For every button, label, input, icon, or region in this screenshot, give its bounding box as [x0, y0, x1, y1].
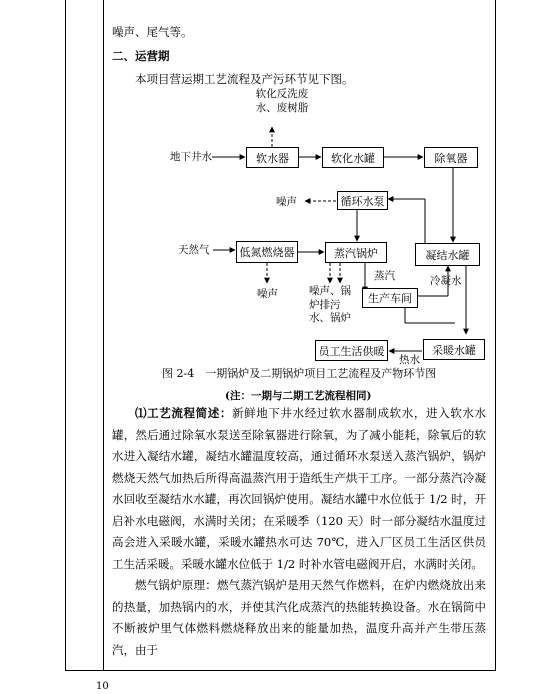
hot-water-label: 热水 [399, 354, 420, 366]
softener-waste-label: 软化反洗废水、废树脂 [255, 88, 309, 114]
production-workshop-box: 生产车间 [362, 288, 418, 308]
section-heading: 二、运营期 [112, 49, 170, 63]
steam-boiler-box: 蒸汽锅炉 [325, 242, 387, 263]
natural-gas-label: 天然气 [178, 244, 210, 256]
condensate-tank-box: 凝结水罐 [415, 243, 480, 266]
page-number: 10 [96, 681, 109, 692]
process-description-body: 新鲜地下井水经过软水器制成软水，进入软水水罐，然后通过除氧水泵送至除氧器进行除氧，为了减小能耗，除氧后的软水进入凝结水罐，凝结水罐温度较高，通过循环水泵送入蒸汽锅炉，锅炉燃烧天然气加热后所得高温蒸汽用于造纸生产烘干工序。一部分蒸汽冷凝水回收至凝结水水罐，再次回锅炉使用。凝结水罐中水位低于 1/2 时，开启补水电磁阀，水满时关闭；在采暖季（120 天）时一部分凝结水温度过高会进入采暖水罐，采暖水罐热水可达 70℃，进入厂区员工生活区供员工生活采暖。采暖水罐水位低于 1/2 时补水管电磁阀开启，水满时关闭。 [112, 406, 486, 571]
condensate-water-label: 冷凝水 [430, 275, 462, 287]
process-description [112, 403, 486, 575]
low-nox-burner-box: 低氮燃烧器 [236, 241, 298, 263]
noise-label-1: 噪声 [276, 196, 297, 208]
groundwater-label: 地下井水 [170, 151, 212, 163]
boiler-outputs-label: 噪声、锅炉排污水、锅炉 [309, 285, 351, 324]
noise-label-2: 噪声 [257, 288, 278, 300]
steam-label: 蒸汽 [374, 270, 395, 282]
intro-text: 本项目营运期工艺流程及产污环节见下图。 [135, 72, 354, 86]
figure-caption: 图 2-4 一期锅炉及二期锅炉项目工艺流程及产物环节图 [162, 367, 437, 380]
gas-boiler-principle: 燃气锅炉原理：燃气蒸汽锅炉是用天然气作燃料，在炉内燃烧放出来的热量，加热锅内的水，并使其汽化成蒸汽的热能转换设备。水在锅筒中不断被炉里气体燃料燃烧释放出来的能量加热，温度升高并产生带压蒸汽，由于 [112, 578, 486, 657]
softener-box: 软水器 [246, 147, 299, 168]
staff-heating-box: 员工生活供暖 [315, 340, 388, 361]
figure-note: (注：一期与二期工艺流程相同) [225, 390, 372, 402]
process-description-heading: ⑴工艺流程简述： [135, 406, 232, 420]
circulation-pump-box: 循环水泵 [337, 191, 388, 210]
deaerator-box: 除氧器 [424, 147, 478, 168]
heating-water-tank-box: 采暖水罐 [423, 339, 485, 360]
top-text: 噪声、尾气等。 [112, 25, 193, 39]
soft-water-tank-box: 软化水罐 [322, 147, 384, 168]
